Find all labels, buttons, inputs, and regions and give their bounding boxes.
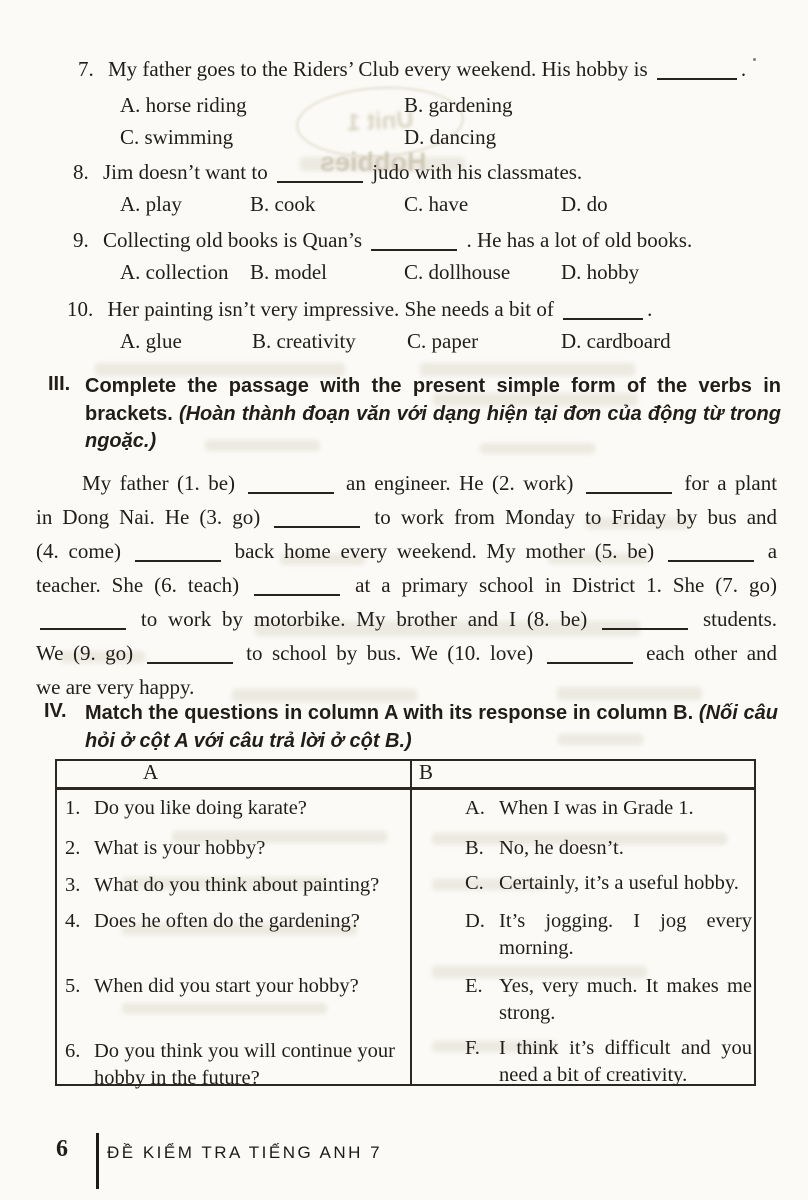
mcq-option: C. swimming [120, 125, 234, 149]
cloze-blank-5 [668, 539, 754, 562]
cloze-blank-3 [274, 505, 360, 528]
question-text: Her painting isn’t very impressive. She needs a bit of [107, 297, 554, 321]
table-column-divider [410, 761, 412, 1084]
mcq-option: B. cook [250, 192, 316, 216]
response-text: I think it’s difficult and you need a bit of creativity. [499, 1037, 752, 1086]
mcq-option: A. collection [120, 260, 229, 284]
footer-divider [96, 1133, 99, 1189]
mcq-option: D. cardboard [561, 329, 671, 353]
question-text: . [647, 297, 653, 321]
cloze-blank-10 [547, 641, 633, 664]
answer-blank [371, 228, 457, 251]
section-4-title-en: Match the questions in column A with its response in column B. [85, 702, 694, 724]
question-8-stem [73, 160, 582, 185]
passage-text: We (9. go) [36, 641, 134, 665]
question-text: . He has a lot of old books. [466, 228, 693, 252]
question-7-stem [78, 57, 746, 82]
table-row-question [65, 973, 403, 1000]
passage-line [36, 602, 777, 636]
response-letter: C. [465, 872, 484, 894]
passage-line [36, 500, 777, 534]
table-header-divider [57, 787, 754, 790]
cloze-blank-4 [135, 539, 221, 562]
question-number: 9. [73, 228, 89, 252]
passage-text: My father (1. be) [82, 471, 236, 495]
passage-text: (4. come) [36, 539, 121, 563]
bleed-unit-stamp-text: Unit 1 [345, 106, 414, 137]
mcq-option: B. creativity [252, 329, 356, 353]
question-text: Does he often do the gardening? [94, 910, 360, 932]
mcq-option: A. horse riding [120, 93, 247, 117]
cloze-blank-9 [147, 641, 233, 664]
mcq-option: B. gardening [404, 93, 513, 117]
question-text: When did you start your hobby? [94, 975, 359, 997]
response-text: Certainly, it’s a useful hobby. [499, 872, 739, 894]
question-text: Do you think you will continue your hobby in the future? [94, 1040, 395, 1089]
response-letter: D. [465, 910, 485, 932]
cloze-passage [36, 466, 777, 704]
passage-text: students. [702, 607, 778, 631]
bleed-hobbies-text: Hobbies [320, 147, 427, 177]
question-9-stem [73, 228, 692, 253]
question-text: What is your hobby? [94, 837, 266, 859]
mcq-option: D. hobby [561, 260, 640, 284]
passage-line [36, 466, 777, 500]
table-row-question [65, 795, 403, 822]
cloze-blank-1 [248, 471, 334, 494]
question-number: 7. [78, 57, 94, 81]
response-text: No, he doesn’t. [499, 837, 624, 859]
table-row-response [465, 795, 752, 822]
question-text: . [740, 57, 747, 81]
question-number: 1. [65, 797, 81, 819]
mcq-option: D. do [561, 192, 608, 216]
column-b-header: B [419, 760, 434, 784]
cloze-blank-2 [586, 471, 672, 494]
table-row-question [65, 835, 403, 862]
mcq-option: C. paper [407, 329, 479, 353]
scan-speck [753, 58, 756, 61]
response-letter: F. [465, 1037, 480, 1059]
section-3-numeral: III. [48, 373, 71, 395]
question-text: What do you think about painting? [94, 874, 380, 896]
passage-text: an engineer. He (2. work) [346, 471, 574, 495]
passage-text: to school by bus. We (10. love) [246, 641, 534, 665]
table-row-question [65, 908, 403, 935]
question-text: judo with his classmates. [372, 160, 583, 184]
mcq-option: B. model [250, 260, 327, 284]
table-row-response [465, 908, 752, 962]
question-number: 10. [67, 297, 94, 321]
passage-text: to work from Monday to Friday by bus and [374, 505, 778, 529]
table-row-response [465, 1035, 752, 1089]
section-4-heading [85, 700, 778, 755]
response-letter: E. [465, 975, 483, 997]
section-3-heading [85, 373, 781, 456]
table-row-response [465, 835, 752, 862]
mcq-option: D. dancing [404, 125, 497, 149]
passage-text: teacher. She (6. teach) [36, 573, 240, 597]
passage-text: for a plant [684, 471, 778, 495]
mcq-option: C. have [404, 192, 469, 216]
match-table [55, 759, 756, 1089]
table-row-response [465, 870, 752, 897]
question-number: 3. [65, 874, 81, 896]
question-number: 6. [65, 1040, 81, 1062]
answer-blank [277, 160, 363, 183]
table-row-response [465, 973, 752, 1027]
passage-text: in Dong Nai. He (3. go) [36, 505, 261, 529]
passage-text: back home every weekend. My mother (5. be) [234, 539, 655, 563]
question-text: Do you like doing karate? [94, 797, 307, 819]
passage-text: each other and [646, 641, 778, 665]
question-text: Collecting old books is Quan’s [103, 228, 362, 252]
table-row-question [65, 872, 403, 899]
section-4-numeral: IV. [44, 700, 67, 722]
response-text: Yes, very much. It makes me strong. [499, 975, 752, 1024]
page-number: 6 [56, 1136, 68, 1162]
response-letter: B. [465, 837, 484, 859]
table-row-question [65, 1038, 395, 1092]
passage-text: a [767, 539, 778, 563]
section-3-title-en: Complete the passage with the present simple form of the verbs in brackets. [85, 375, 781, 425]
passage-line [36, 670, 777, 704]
book-title: ĐỀ KIỂM TRA TIẾNG ANH 7 [107, 1143, 383, 1162]
column-a-header: A [143, 760, 159, 784]
cloze-blank-7 [40, 607, 126, 630]
question-number: 4. [65, 910, 81, 932]
passage-line [36, 534, 777, 568]
question-number: 5. [65, 975, 81, 997]
cloze-blank-8 [602, 607, 688, 630]
cloze-blank-6 [254, 573, 340, 596]
answer-blank [563, 297, 643, 320]
question-10-stem [67, 297, 652, 322]
response-text: It’s jogging. I jog every morning. [499, 910, 752, 959]
section-3-title-vi: (Hoàn thành đoạn văn với dạng hiện tại đơn của động từ trong ngoặc.) [85, 402, 781, 452]
question-number: 2. [65, 837, 81, 859]
answer-blank [657, 57, 737, 80]
passage-line [36, 636, 777, 670]
passage-text: at a primary school in District 1. She (7. go) [355, 573, 778, 597]
passage-line [36, 568, 777, 602]
mcq-option: A. play [120, 192, 182, 216]
response-letter: A. [465, 797, 485, 819]
mcq-option: A. glue [120, 329, 182, 353]
section-4-title-vi: (Nối câu hỏi ở cột A với câu trả lời ở cột B.) [85, 702, 778, 752]
passage-text: we are very happy. [36, 675, 195, 699]
response-text: When I was in Grade 1. [499, 797, 694, 819]
question-number: 8. [73, 160, 89, 184]
passage-text: to work by motorbike. My brother and I (8. be) [140, 607, 588, 631]
question-text: My father goes to the Riders’ Club every weekend. His hobby is [108, 57, 648, 81]
mcq-option: C. dollhouse [404, 260, 511, 284]
question-text: Jim doesn’t want to [103, 160, 268, 184]
